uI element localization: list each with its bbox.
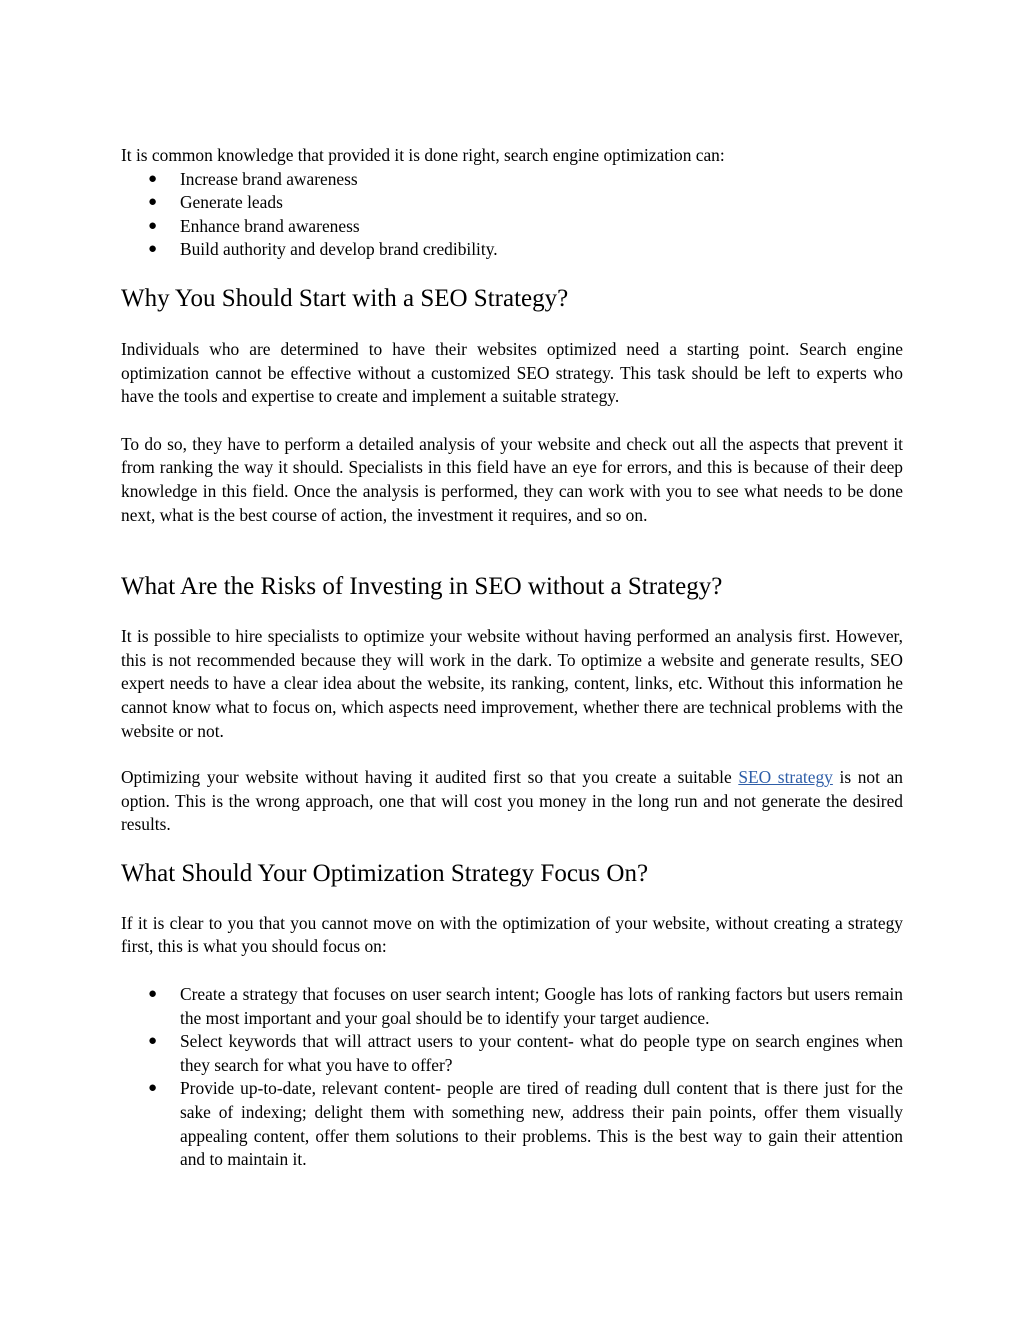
list-item-text: Provide up-to-date, relevant content- people are tired of reading dull content that is there just for the sake of indexing; delight them with something new, address their pain points, offer them visually appealing content, offer them solutions to their problems. This is the best way to gain their attention and to maintain it.: [180, 1078, 903, 1170]
paragraph-text-after-link: is not an option. This is the wrong approach, one that will cost you money in the long run and not generate the desired results.: [121, 767, 904, 835]
section-heading-seo-strategy: Why You Should Start with a SEO Strategy?: [121, 284, 569, 312]
document-page: [121, 144, 903, 1172]
list-item-text: Build authority and develop brand credibility.: [180, 239, 498, 260]
list-item: [121, 1077, 903, 1171]
paragraph: If it is clear to you that you cannot move on with the optimization of your website, without creating a strategy first, this is what you should focus on:: [121, 912, 903, 957]
list-item: [121, 215, 903, 239]
bullet-icon: ●: [148, 170, 158, 187]
paragraph: Individuals who are determined to have their websites optimized need a starting point. Search engine optimization cannot be effective without a customized SEO strategy. This task should be left to experts who have the tools and expertise to create and implement a suitable strategy.: [121, 338, 903, 407]
list-item: [121, 238, 903, 262]
bullet-icon: ●: [148, 1033, 158, 1050]
list-item-text: Enhance brand awareness: [180, 215, 360, 236]
intro-text: It is common knowledge that provided it is done right, search engine optimization can:: [121, 145, 725, 165]
paragraph: To do so, they have to perform a detailed analysis of your website and check out all the aspects that prevent it from ranking the way it should. Specialists in this field have an eye for errors, and this is because of their deep knowledge in this field. Once the analysis is performed, they can work with you to see what needs to be done next, what is the best course of action, the investment it requires, and so on.: [121, 433, 903, 525]
bullet-icon: ●: [148, 241, 158, 258]
list-item-text: Generate leads: [180, 192, 283, 213]
list-item: [121, 191, 903, 215]
list-item-text: Select keywords that will attract users to your content- what do people type on search engines when they search for what you have to offer?: [180, 1031, 903, 1075]
intro-bullet-list: [121, 168, 903, 262]
list-item: [121, 168, 903, 192]
paragraph-with-link: [121, 766, 903, 837]
list-item: [121, 1030, 903, 1077]
list-item-text: Increase brand awareness: [180, 168, 358, 189]
bullet-icon: ●: [148, 194, 158, 211]
paragraph-text-before-link: Optimizing your website without having it audited first so that you create a suitable: [121, 767, 739, 788]
bullet-icon: ●: [148, 986, 158, 1003]
section-heading-risks: What Are the Risks of Investing in SEO without a Strategy?: [121, 573, 723, 601]
list-item: [121, 983, 903, 1030]
bullet-icon: ●: [148, 217, 158, 234]
paragraph: It is possible to hire specialists to optimize your website without having performed an analysis first. However, this is not recommended because they will work in the dark. To optimize a website and generate results, SEO expert needs to have a clear idea about the website, its ranking, content, links, etc. Without this information he cannot know what to focus on, which aspects need improvement, whether there are technical problems with the website or not.: [121, 626, 903, 741]
list-item-text: Create a strategy that focuses on user search intent; Google has lots of ranking factors but users remain the most important and your goal should be to identify your target audience.: [180, 984, 903, 1028]
focus-bullet-list: [121, 983, 903, 1172]
section-heading-focus: What Should Your Optimization Strategy Focus On?: [121, 859, 649, 887]
bullet-icon: ●: [148, 1080, 158, 1097]
seo-strategy-link[interactable]: SEO strategy: [738, 767, 833, 788]
